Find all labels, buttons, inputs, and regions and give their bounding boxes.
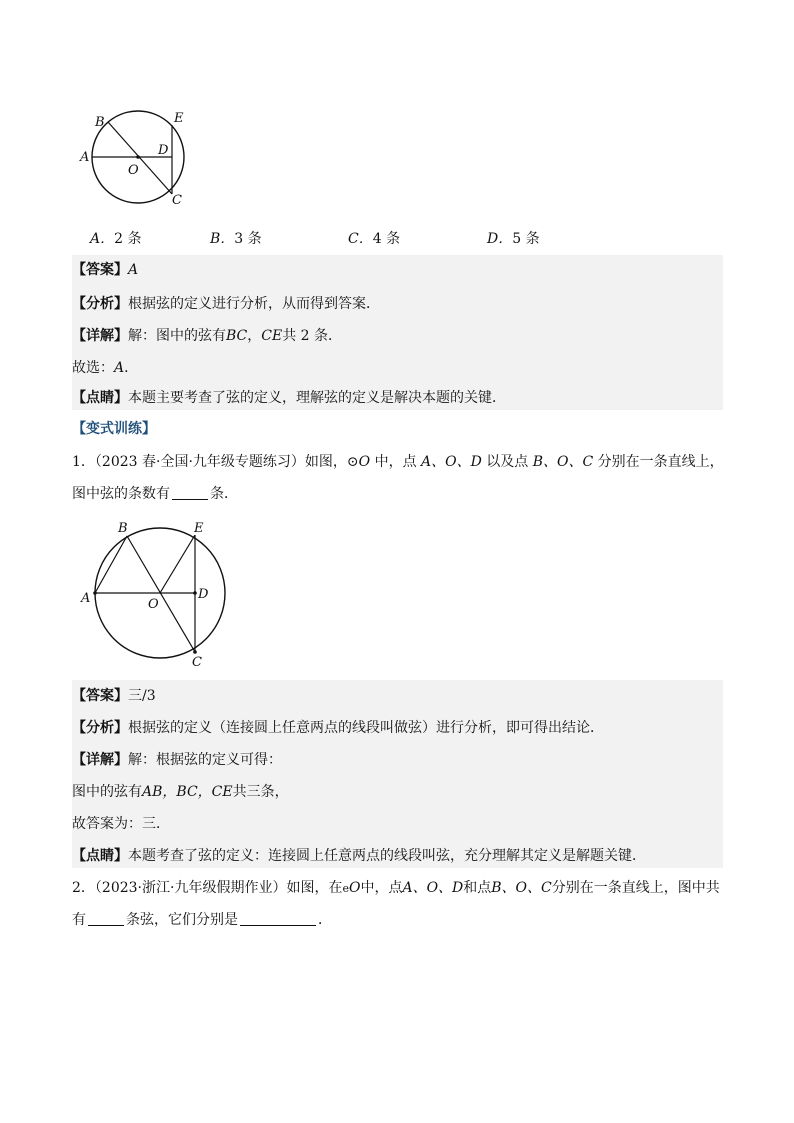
center-point-O xyxy=(136,155,140,159)
q2-stem-line-2: 有 条弦，它们分别是 ． xyxy=(72,906,723,934)
option-b: B．3 条 xyxy=(210,231,262,247)
chord-BC xyxy=(108,122,172,194)
q1-chords-line: 图中的弦有AB，BC，CE共三条， xyxy=(72,784,289,800)
q1-analysis-line: 【分析】根据弦的定义（连接圆上任意两点的线段叫做弦）进行分析，即可得出结论． xyxy=(72,720,604,736)
point-A xyxy=(93,591,97,595)
q1-answer-line: 【答案】三/3 xyxy=(72,688,156,704)
figure-1-circle-diagram xyxy=(72,108,202,208)
label-E: E xyxy=(194,521,204,536)
label-O: O xyxy=(128,163,139,178)
q1-stem-line-2: 图中弦的条数有 条． xyxy=(72,480,723,508)
label-O: O xyxy=(148,597,159,612)
circle-symbol: e xyxy=(342,882,349,895)
label-C: C xyxy=(172,193,182,208)
q0-comment-line: 【点睛】本题主要考查了弦的定义，理解弦的定义是解决本题的关键． xyxy=(72,390,506,406)
count-blank[interactable] xyxy=(88,909,124,926)
label-B: B xyxy=(118,521,128,536)
chord-AB xyxy=(95,536,127,593)
option-d: D．5 条 xyxy=(487,231,540,247)
variant-training-title: 【变式训练】 xyxy=(72,421,156,437)
option-c: C．4 条 xyxy=(348,231,401,247)
label-D: D xyxy=(158,143,169,158)
label-C: C xyxy=(192,655,202,670)
chords-blank[interactable] xyxy=(240,909,316,926)
q1-final-line: 故答案为：三． xyxy=(72,816,170,832)
q0-answer-line: 【答案】A xyxy=(72,262,139,278)
q1-stem-line-1: 1．（2023 春·全国·九年级专题练习）如图，⊙O 中，点 A、O、D 以及点 B、O、C 分别在一条直线上， xyxy=(72,454,724,470)
q0-choice-line: 故选：A． xyxy=(72,360,139,376)
q0-analysis-line: 【分析】根据弦的定义进行分析，从而得到答案． xyxy=(72,296,380,312)
label-B: B xyxy=(95,115,105,130)
answer-blank[interactable] xyxy=(172,483,208,500)
segment-OE xyxy=(160,535,195,593)
label-A: A xyxy=(81,591,91,606)
label-A: A xyxy=(80,150,90,165)
point-D xyxy=(193,591,197,595)
label-E: E xyxy=(174,111,184,126)
chord-BC xyxy=(127,536,195,652)
q2-stem-line-1: 2．（2023·浙江·九年级假期作业）如图，在eO中，点A、O、D和点B、O、C分别在一条直线上，图中共 xyxy=(72,880,720,896)
label-D: D xyxy=(198,587,209,602)
figure-2-circle-diagram xyxy=(72,518,242,670)
q1-detail-line: 【详解】解：根据弦的定义可得： xyxy=(72,752,282,768)
q0-detail-line: 【详解】解：图中的弦有BC，CE共 2 条． xyxy=(72,328,343,344)
point-C xyxy=(193,650,197,654)
option-a: A．2 条 xyxy=(90,231,142,247)
q1-comment-line: 【点睛】本题考查了弦的定义：连接圆上任意两点的线段叫弦，充分理解其定义是解题关键． xyxy=(72,848,646,864)
